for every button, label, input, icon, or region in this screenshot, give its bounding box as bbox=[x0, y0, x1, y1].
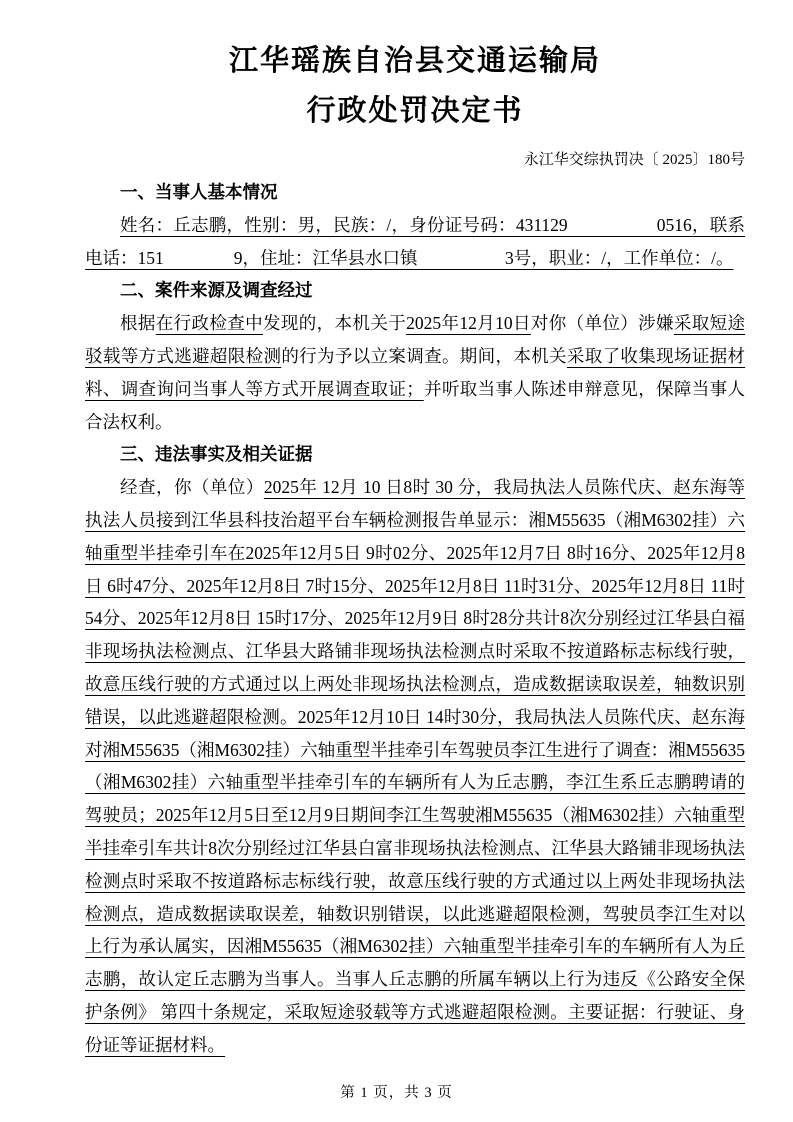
filled-in-text: 采取短途驳载等方式逃避超限检测 bbox=[85, 313, 746, 366]
paragraph bbox=[85, 209, 745, 275]
template-text: 发现的，本机关于 bbox=[263, 313, 407, 334]
section-heading: 二、案件来源及调查经过 bbox=[120, 280, 313, 301]
filled-in-text: 在行政检查中 bbox=[155, 313, 264, 334]
template-text: 根据 bbox=[120, 313, 156, 334]
template-text: 对你（单位）涉嫌 bbox=[530, 313, 674, 334]
filled-in-text: 采取了收集现场证据材料、调查询问当事人等方式开展调查取证； bbox=[85, 345, 746, 399]
document-title-line1: 江华瑶族自治县交通运输局 bbox=[228, 45, 601, 77]
template-text: 经查，你（单位） bbox=[120, 477, 264, 498]
template-text: 并听取当事人陈述申辩意见，保障当事人合法权利。 bbox=[85, 378, 745, 432]
document-title-line2: 行政处罚决定书 bbox=[306, 95, 524, 127]
filled-in-text: 2025年12月10日 bbox=[406, 313, 531, 334]
section-heading: 三、违法事实及相关证据 bbox=[120, 444, 313, 465]
template-text: 的行为予以立案调查。期间，本机关 bbox=[281, 345, 567, 366]
paragraph bbox=[85, 471, 745, 1061]
filled-in-text: 2025年 12月 10 日8时 30 分，我局执法人员陈代庆、赵东海等执法人员接到江华县科技治超平台车辆检测报告单显示：湘M55635（湘M6302挂）六轴重型半挂牵引车在2025年12月5日 9时02分、2025年12月7日 8时16分、2025年12月8日 6时47分、2025年12月8日 7时15分、2025年12月8日 11时31分、2025年12月8日 11时54分、2025年12月8日 15时17分、2025年12月9日 8时28分共计8次分别经过江华县白福非现场执法检测点、江华县大路铺非现场执法检测点时采取不按道路标志标线行驶，故意压线行驶的方式通过以上两处非现场执法检测点，造成数据读取误差，轴数识别错误，以此逃避超限检测。2025年12月10日 14时30分，我局执法人员陈代庆、赵东海对湘M55635（湘M6302挂）六轴重型半挂牵引车驾驶员李江生进行了调查：湘M55635（湘M6302挂）六轴重型半挂牵引车的车辆所有人为丘志鹏，李江生系丘志鹏聘请的驾驶员；2025年12月5日至12月9日期间李江生驾驶湘M55635（湘M6302挂）六轴重型半挂牵引车共计8次分别经过江华县白富非现场执法检测点、江华县大路铺非现场执法检测点时采取不按道路标志标线行驶，故意压线行驶的方式通过以上两处非现场执法检测点，造成数据读取误差，轴数识别错误，以此逃避超限检测，驾驶员李江生对以上行为承认属实，因湘M55635（湘M6302挂）六轴重型半挂牵引车的车辆所有人为丘志鹏，故认定丘志鹏为当事人。当事人丘志鹏的所属车辆以上行为违反《公路安全保护条例》 第四十条规定，采取短途驳载等方式逃避超限检测。主要证据：行驶证、身份证等证据材料。 bbox=[85, 477, 746, 1055]
document-body bbox=[85, 176, 745, 1062]
page-footer: 第 1 页，共 3 页 bbox=[340, 1085, 453, 1101]
paragraph bbox=[85, 307, 745, 438]
section-heading: 一、当事人基本情况 bbox=[120, 182, 278, 202]
document-number: 永江华交综执罚决〔 2025〕180号 bbox=[523, 152, 745, 168]
filled-in-text: 姓名：丘志鹏，性别：男，民族：/，身份证号码：431129 0516，联系电话：151 9，住址：江华县水口镇 3号，职业：/，工作单位：/。 bbox=[85, 214, 745, 268]
